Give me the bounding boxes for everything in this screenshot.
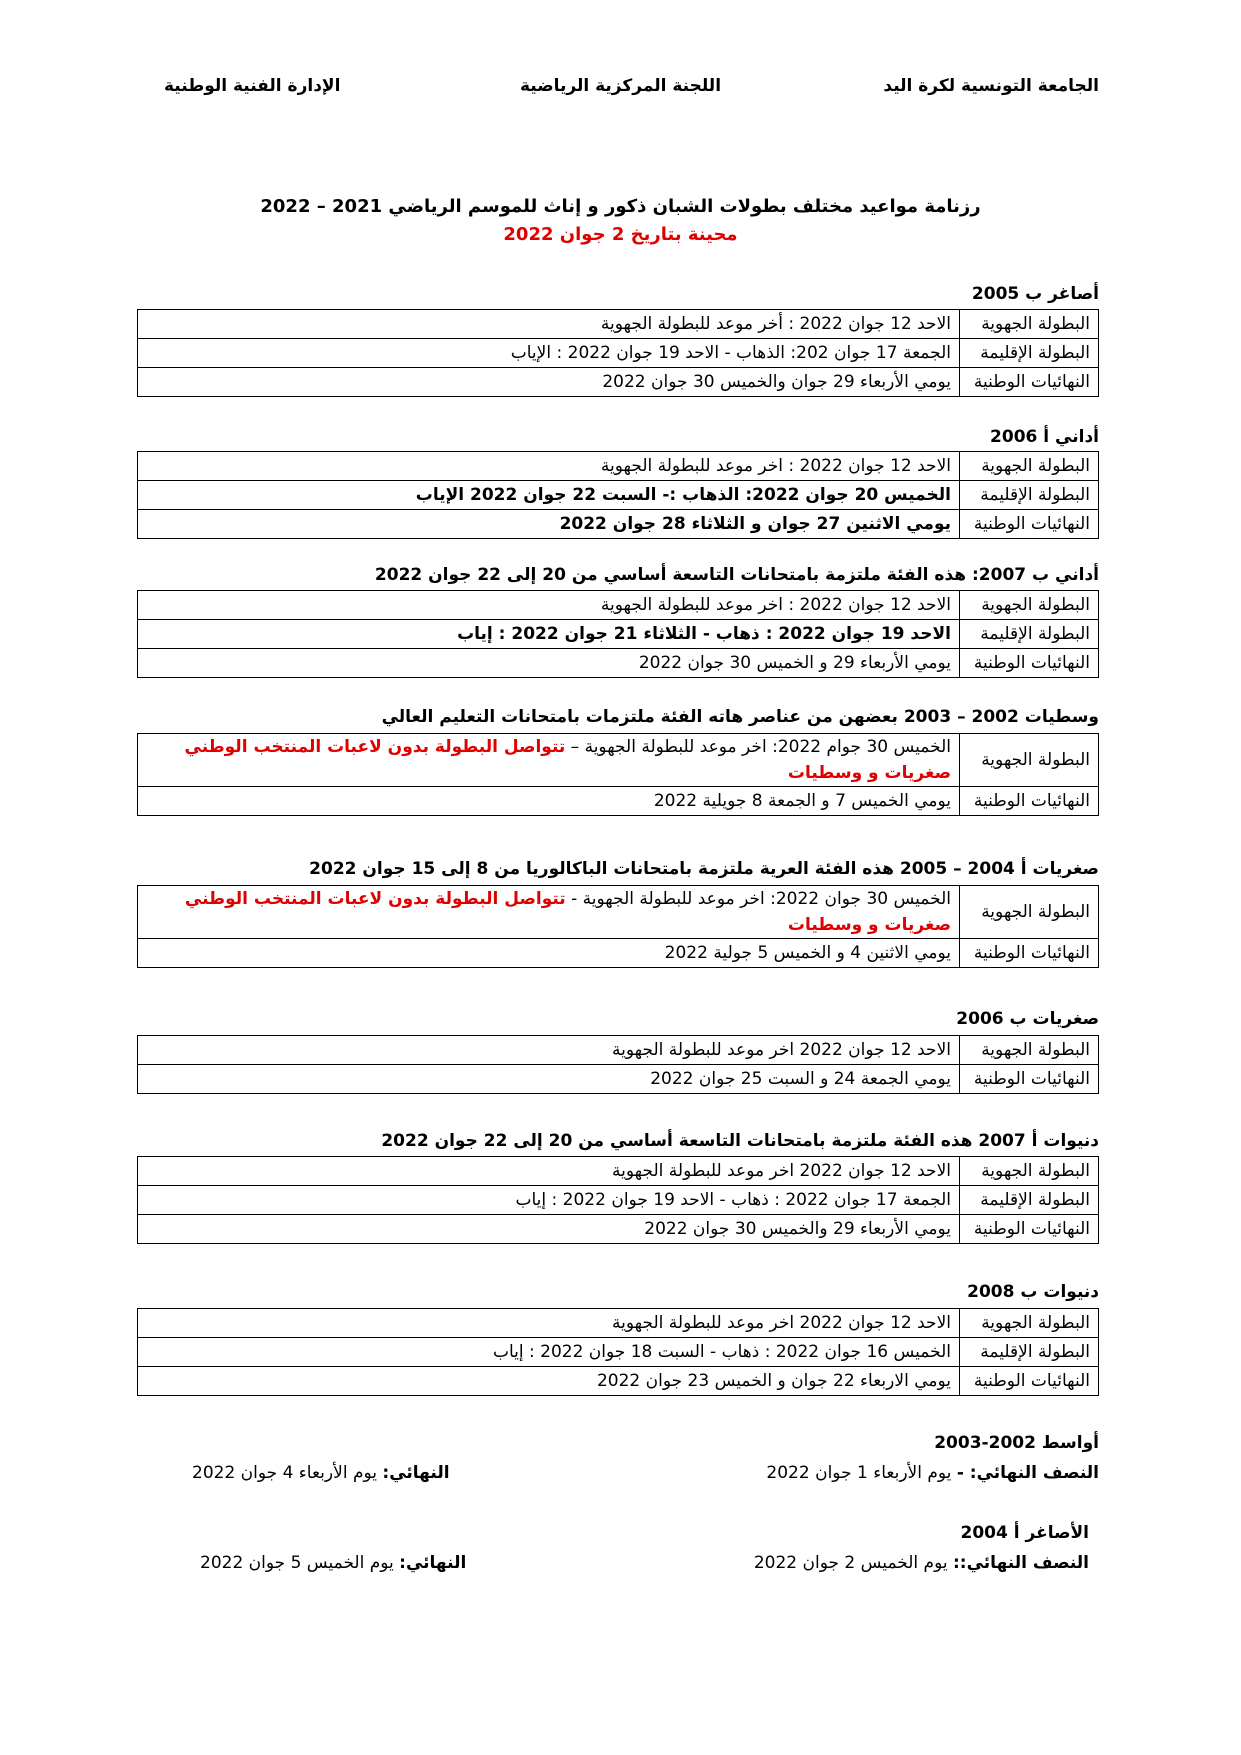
final-label: النهائي: xyxy=(382,1463,450,1483)
table-row xyxy=(138,591,1099,620)
row-value-plain: الخميس 30 جوام 2022: اخر موعد للبطولة الجهوية – xyxy=(565,737,951,757)
row-value: يومي الاثنين 27 جوان و الثلاثاء 28 جوان 2022 xyxy=(138,510,960,539)
row-label: النهائيات الوطنية xyxy=(960,787,1099,816)
section-title: الأصاغر أ 2004 xyxy=(960,1523,1089,1543)
row-value: الاحد 19 جوان 2022 : ذهاب - الثلاثاء 21 جوان 2022 : إياب xyxy=(138,620,960,649)
table-row xyxy=(138,1309,1099,1338)
schedule-table xyxy=(137,1035,1099,1094)
section-title: أداني أ 2006 xyxy=(990,427,1099,447)
final-line xyxy=(192,1463,450,1483)
schedule-table xyxy=(137,1156,1099,1244)
row-label: البطولة الجهوية xyxy=(960,452,1099,481)
row-label: البطولة الجهوية xyxy=(960,734,1099,787)
table-row xyxy=(138,310,1099,339)
row-value: الجمعة 17 جوان 2022 : ذهاب - الاحد 19 جوان 2022 : إياب xyxy=(138,1186,960,1215)
table-row xyxy=(138,939,1099,968)
row-value: الخميس 20 جوان 2022: الذهاب :- السبت 22 جوان 2022 الإياب xyxy=(138,481,960,510)
semifinal-label: النصف النهائي:: xyxy=(953,1553,1089,1573)
section-title: أصاغر ب 2005 xyxy=(971,284,1099,304)
table-row xyxy=(138,734,1099,787)
row-value: يومي الخميس 7 و الجمعة 8 جويلية 2022 xyxy=(138,787,960,816)
row-label: البطولة الجهوية xyxy=(960,1309,1099,1338)
row-value: الاحد 12 جوان 2022 اخر موعد للبطولة الجهوية xyxy=(138,1157,960,1186)
row-label: البطولة الجهوية xyxy=(960,310,1099,339)
row-label: النهائيات الوطنية xyxy=(960,368,1099,397)
row-value: الاحد 12 جوان 2022 : اخر موعد للبطولة الجهوية xyxy=(138,591,960,620)
row-value: الاحد 12 جوان 2022 : أخر موعد للبطولة الجهوية xyxy=(138,310,960,339)
semifinal-label: النصف النهائي: - xyxy=(956,1463,1099,1483)
final-date: يوم الأربعاء 4 جوان 2022 xyxy=(192,1463,383,1483)
schedule-table xyxy=(137,885,1099,968)
semifinal-date: يوم الأربعاء 1 جوان 2022 xyxy=(766,1463,957,1483)
row-label: البطولة الإقليمة xyxy=(960,620,1099,649)
row-value: يومي الأربعاء 29 و الخميس 30 جوان 2022 xyxy=(138,649,960,678)
table-row xyxy=(138,1367,1099,1396)
row-label: النهائيات الوطنية xyxy=(960,649,1099,678)
row-label: البطولة الإقليمة xyxy=(960,1186,1099,1215)
semifinal-line xyxy=(754,1553,1089,1573)
page-title: رزنامة مواعيد مختلف بطولات الشبان ذكور و إناث للموسم الرياضي 2021 – 2022 xyxy=(260,196,981,217)
table-row xyxy=(138,1065,1099,1094)
table-row xyxy=(138,1215,1099,1244)
update-date: محينة بتاريخ 2 جوان 2022 xyxy=(503,224,738,245)
final-date: يوم الخميس 5 جوان 2022 xyxy=(200,1553,400,1573)
table-row xyxy=(138,481,1099,510)
row-label: النهائيات الوطنية xyxy=(960,1065,1099,1094)
schedule-table xyxy=(137,309,1099,397)
row-value: يومي الأربعاء 29 جوان والخميس 30 جوان 2022 xyxy=(138,368,960,397)
section-title: أواسط 2002-2003 xyxy=(934,1433,1099,1453)
semifinal-line xyxy=(766,1463,1099,1483)
row-label: البطولة الإقليمة xyxy=(960,481,1099,510)
row-value: الاحد 12 جوان 2022 اخر موعد للبطولة الجهوية xyxy=(138,1036,960,1065)
table-row xyxy=(138,620,1099,649)
row-value-note: تتواصل البطولة بدون لاعبات المنتخب الوطني صغريات و وسطيات xyxy=(184,737,951,783)
section-title: صغريات ب 2006 xyxy=(956,1009,1099,1029)
row-value-plain: الخميس 30 جوان 2022: اخر موعد للبطولة الجهوية - xyxy=(565,889,951,909)
row-label: النهائيات الوطنية xyxy=(960,939,1099,968)
table-row xyxy=(138,1338,1099,1367)
row-value-note: تتواصل البطولة بدون لاعبات المنتخب الوطني صغريات و وسطيات xyxy=(184,889,951,935)
row-label: البطولة الجهوية xyxy=(960,1157,1099,1186)
final-label: النهائي: xyxy=(399,1553,467,1573)
table-row xyxy=(138,1036,1099,1065)
section-title: دنيوات ب 2008 xyxy=(967,1282,1099,1302)
section-title: صغريات أ 2004 – 2005 هذه الفئة العرية ملتزمة بامتحانات الباكالوريا من 8 إلى 15 جوان 2022 xyxy=(309,859,1099,879)
technical-direction: الإدارة الفنية الوطنية xyxy=(164,76,341,96)
table-row xyxy=(138,339,1099,368)
section-title: دنيوات أ 2007 هذه الفئة ملتزمة بامتحانات التاسعة أساسي من 20 إلى 22 جوان 2022 xyxy=(381,1131,1099,1151)
row-label: البطولة الإقليمة xyxy=(960,339,1099,368)
table-row xyxy=(138,1157,1099,1186)
table-row xyxy=(138,886,1099,939)
row-value: يومي الجمعة 24 و السبت 25 جوان 2022 xyxy=(138,1065,960,1094)
table-row xyxy=(138,452,1099,481)
row-label: البطولة الجهوية xyxy=(960,886,1099,939)
section-title: وسطيات 2002 – 2003 بعضهن من عناصر هاته الفئة ملتزمات بامتحانات التعليم العالي xyxy=(381,707,1099,727)
row-value: يومي الاثنين 4 و الخميس 5 جولية 2022 xyxy=(138,939,960,968)
row-value: يومي الاربعاء 22 جوان و الخميس 23 جوان 2022 xyxy=(138,1367,960,1396)
schedule-table xyxy=(137,590,1099,678)
central-committee: اللجنة المركزية الرياضية xyxy=(519,76,722,96)
table-row xyxy=(138,787,1099,816)
table-row xyxy=(138,368,1099,397)
row-label: النهائيات الوطنية xyxy=(960,1367,1099,1396)
schedule-table xyxy=(137,733,1099,816)
schedule-table xyxy=(137,1308,1099,1396)
row-value: الاحد 12 جوان 2022 اخر موعد للبطولة الجهوية xyxy=(138,1309,960,1338)
row-label: البطولة الجهوية xyxy=(960,591,1099,620)
row-label: البطولة الجهوية xyxy=(960,1036,1099,1065)
row-label: البطولة الإقليمة xyxy=(960,1338,1099,1367)
final-line xyxy=(200,1553,466,1573)
semifinal-date: يوم الخميس 2 جوان 2022 xyxy=(753,1553,953,1573)
row-value: الخميس 16 جوان 2022 : ذهاب - السبت 18 جوان 2022 : إياب xyxy=(138,1338,960,1367)
row-value xyxy=(138,886,960,939)
table-row xyxy=(138,510,1099,539)
schedule-table xyxy=(137,451,1099,539)
section-title: أداني ب 2007: هذه الفئة ملتزمة بامتحانات التاسعة أساسي من 20 إلى 22 جوان 2022 xyxy=(374,565,1099,585)
federation-name: الجامعة التونسية لكرة اليد xyxy=(883,76,1099,96)
row-label: النهائيات الوطنية xyxy=(960,1215,1099,1244)
row-value: يومي الأربعاء 29 والخميس 30 جوان 2022 xyxy=(138,1215,960,1244)
table-row xyxy=(138,1186,1099,1215)
row-value: الجمعة 17 جوان 202: الذهاب - الاحد 19 جوان 2022 : الإياب xyxy=(138,339,960,368)
row-value: الاحد 12 جوان 2022 : اخر موعد للبطولة الجهوية xyxy=(138,452,960,481)
table-row xyxy=(138,649,1099,678)
row-label: النهائيات الوطنية xyxy=(960,510,1099,539)
row-value xyxy=(138,734,960,787)
